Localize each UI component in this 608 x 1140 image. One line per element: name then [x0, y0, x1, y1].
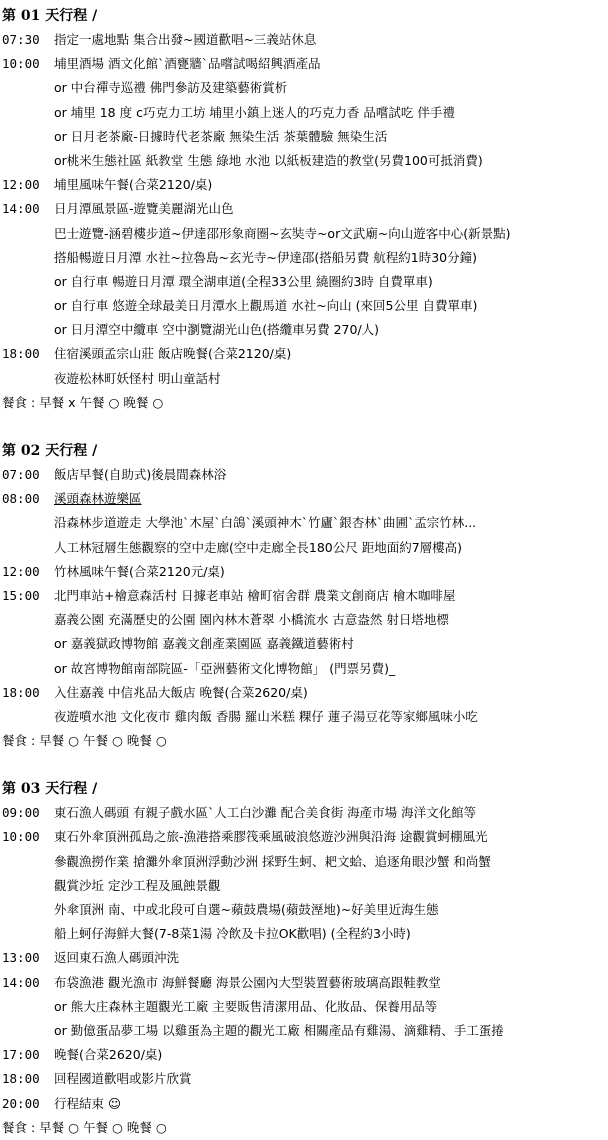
itinerary-line [0, 657, 608, 681]
time-label: 10:00 [2, 829, 40, 845]
activity-text: 竹林風味午餐(合菜2120元/桌) [54, 563, 225, 579]
itinerary-line [0, 52, 608, 76]
itinerary-line [0, 487, 608, 511]
itinerary-line [0, 705, 608, 729]
activity-text: 行程結束 ☺ [54, 1095, 122, 1111]
activity-text: or 嘉義獄政博物館 嘉義文創產業園區 嘉義鐵道藝術村 [54, 636, 354, 652]
activity-text: 夜遊噴水池 文化夜市 雞肉飯 香腸 羅山米糕 粿仔 蓮子湯豆花等家鄉風味小吃 [54, 708, 478, 724]
activity-text: or 日月潭空中纜車 空中瀏覽湖光山色(搭纜車另費 270/人) [54, 322, 380, 338]
activity-text: 溪頭森林遊樂區 [54, 491, 142, 507]
meals-summary: 餐食 : 早餐 ○ 午餐 ○ 晚餐 ○ [2, 1119, 167, 1135]
itinerary-line [0, 898, 608, 922]
itinerary-line [0, 1067, 608, 1091]
activity-text: or 埔里 18 度 c巧克力工坊 埔里小鎮上迷人的巧克力香 品嚐試吃 伴手禮 [54, 104, 455, 120]
activity-text: 巴士遊覽-涵碧樓步道~伊達邵形象商圈~玄奘寺~or文武廟~向山遊客中心(新景點) [54, 225, 511, 241]
itinerary-line [0, 76, 608, 100]
time-label: 18:00 [2, 1071, 40, 1087]
time-label: 07:00 [2, 467, 40, 482]
day-title: 第 01 天行程 / [2, 8, 98, 24]
itinerary-line [0, 318, 608, 342]
itinerary-line [0, 922, 608, 946]
activity-text: 外傘頂洲 南、中或北段可自選~蘋鼓農場(蘋鼓溼地)~好美里近海生態 [54, 902, 439, 917]
meals-summary: 餐食 : 早餐 ○ 午餐 ○ 晚餐 ○ [2, 733, 167, 749]
activity-text: 埔里風味午餐(合菜2120/桌) [54, 177, 213, 193]
activity-text: 東石漁人碼頭 有親子戲水區`人工白沙灘 配合美食街 海產市場 海洋文化館等 [54, 805, 477, 821]
activity-text: 夜遊松林町妖怪村 明山童話村 [54, 370, 221, 386]
day-title: 第 02 天行程 / [2, 443, 98, 459]
activity-text: or 日月老茶廠-日據時代老茶廠 無染生活 茶葉體驗 無染生活 [54, 128, 388, 144]
activity-text: 人工林冠層生態觀察的空中走廊(空中走廊全長180公尺 距地面約7層樓高) [54, 539, 463, 555]
activity-text: 布袋漁港 觀光漁市 海鮮餐廳 海景公園內大型裝置藝術玻璃高跟鞋教堂 [54, 974, 441, 990]
time-label: 18:00 [2, 346, 40, 362]
itinerary-line [0, 681, 608, 705]
time-label: 17:00 [2, 1047, 40, 1063]
time-label: 14:00 [2, 974, 40, 990]
activity-text: or 勤億蛋品夢工場 以雞蛋為主題的觀光工廠 相關產品有雞湯、滴雞精、手工蛋捲 [54, 1022, 504, 1038]
itinerary-line [0, 995, 608, 1019]
activity-text: 入住嘉義 中信兆品大飯店 晚餐(合菜2620/桌) [54, 684, 308, 700]
itinerary-line [0, 946, 608, 970]
activity-text: 回程國道歡唱或影片欣賞 [54, 1071, 192, 1087]
activity-text: 返回東石漁人碼頭沖洗 [54, 950, 180, 966]
itinerary-line [0, 222, 608, 246]
itinerary-line [0, 511, 608, 535]
itinerary-line [0, 463, 608, 487]
itinerary-line [0, 874, 608, 898]
activity-text: 住宿溪頭孟宗山莊 飯店晚餐(合菜2120/桌) [54, 346, 292, 362]
activity-text: 晚餐(合菜2620/桌) [54, 1047, 163, 1063]
day-title: 第 03 天行程 / [2, 781, 98, 798]
time-label: 07:30 [2, 32, 40, 47]
itinerary-line [0, 632, 608, 656]
activity-text: or桃米生態社區 紙教堂 生態 綠地 水池 以紙板建造的教堂(另費100可抵消費) [54, 152, 483, 168]
time-label: 18:00 [2, 684, 40, 700]
activity-text: 埔里酒場 酒文化館`酒甕牆`品嚐試喝紹興酒產品 [54, 56, 321, 72]
activity-text: 觀賞沙坵 定沙工程及風蝕景觀 [54, 877, 221, 893]
itinerary-line [0, 1043, 608, 1067]
itinerary-line [0, 1092, 608, 1116]
activity-text: or 自行車 暢遊日月潭 環全湖車道(全程33公里 繞圈約3時 自費單車) [54, 273, 433, 289]
itinerary-line [0, 342, 608, 366]
activity-text: 參觀漁撈作業 搶灘外傘頂洲浮動沙洲 採野生蚵、耙文蛤、追逐角眼沙蟹 和尚蟹 [54, 853, 491, 869]
itinerary-line [0, 197, 608, 221]
activity-text: or 中台禪寺巡禮 佛門參訪及建築藝術賞析 [54, 80, 288, 96]
itinerary-line [0, 246, 608, 270]
day-2-section [0, 439, 608, 753]
activity-text: 指定一處地點 集合出發~國道歡唱~三義站休息 [54, 32, 317, 47]
time-label: 13:00 [2, 950, 40, 966]
activity-text: 沿森林步道遊走 大學池`木屋`白鴿`溪頭神木`竹廬`銀杏林`曲圃`孟宗竹林... [54, 515, 477, 531]
time-label: 10:00 [2, 56, 40, 72]
time-label: 12:00 [2, 177, 40, 193]
activity-text: 嘉義公園 充滿歷史的公園 園內林木蒼翠 小橋流水 古意盎然 射日塔地標 [54, 612, 449, 628]
activity-text: 日月潭風景區-遊覽美麗湖光山色 [54, 201, 234, 217]
itinerary-line [0, 270, 608, 294]
itinerary-line [0, 560, 608, 584]
time-label: 08:00 [2, 491, 40, 507]
itinerary-line [0, 28, 608, 52]
itinerary-line [0, 971, 608, 995]
activity-text: or 自行車 悠遊全球最美日月潭水上觀馬道 水社~向山 (來回5公里 自費單車) [54, 298, 478, 314]
activity-text: 東石外傘頂洲孤島之旅-漁港搭乘膠筏乘風破浪悠遊沙洲與沿海 途觀賞蚵棚風光 [54, 829, 488, 845]
activity-text: or 故宮博物館南部院區-「亞洲藝術文化博物館」 (門票另費)_ [54, 660, 396, 676]
activity-text: 船上蚵仔海鮮大餐(7-8菜1湯 冷飲及卡拉OK歡唱) (全程約3小時) [54, 926, 411, 942]
activity-text: 北門車站+檜意森活村 日據老車站 檜町宿舍群 農業文創商店 檜木咖啡屋 [54, 587, 456, 603]
itinerary-line [0, 608, 608, 632]
meals-summary: 餐食 : 早餐 x 午餐 ○ 晚餐 ○ [2, 394, 164, 410]
itinerary-line [0, 101, 608, 125]
time-label: 12:00 [2, 563, 40, 579]
itinerary-line [0, 367, 608, 391]
itinerary-line [0, 584, 608, 608]
activity-text: or 熊大庄森林主題觀光工廠 主要販售清潔用品、化妝品、保養用品等 [54, 998, 438, 1014]
itinerary-line [0, 1019, 608, 1043]
itinerary-line [0, 850, 608, 874]
itinerary-line [0, 125, 608, 149]
itinerary-line [0, 173, 608, 197]
time-label: 14:00 [2, 201, 40, 217]
itinerary-line [0, 536, 608, 560]
itinerary-line [0, 149, 608, 173]
day-3-section [0, 777, 608, 1140]
itinerary-line [0, 825, 608, 849]
itinerary-line [0, 294, 608, 318]
time-label: 09:00 [2, 805, 40, 821]
time-label: 20:00 [2, 1095, 40, 1111]
time-label: 15:00 [2, 587, 40, 603]
activity-text: 飯店早餐(自助式)後晨間森林浴 [54, 467, 227, 482]
itinerary-line [0, 801, 608, 825]
day-1-section [0, 4, 608, 415]
activity-text: 搭船暢遊日月潭 水社~拉魯島~玄光寺~伊達邵(搭船另費 航程約1時30分鐘) [54, 249, 477, 265]
